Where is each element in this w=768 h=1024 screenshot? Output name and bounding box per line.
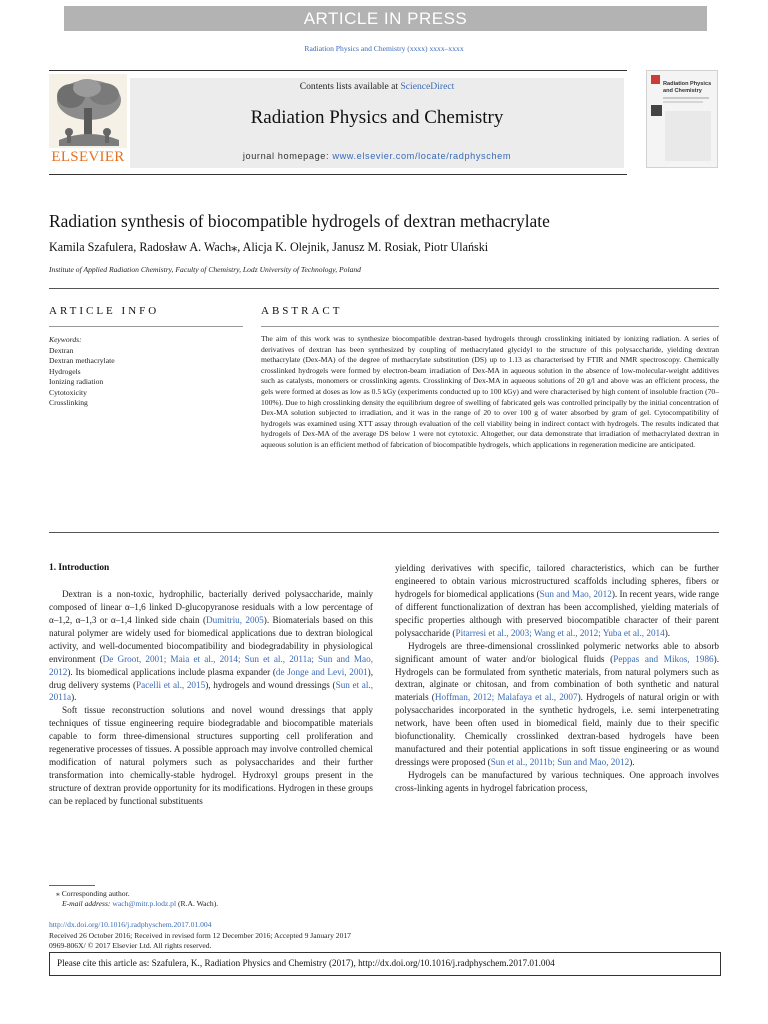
affiliation: Institute of Applied Radiation Chemistry, Faculty of Chemistry, Lodz University of Technology, Poland — [49, 265, 361, 274]
intro-paragraph-2: Soft tissue reconstruction solutions and novel wound dressings that apply techniques of tissue engineering require biodegradable and biocompatible materials capable to form three-dimensional structures supporting cell proliferation and regenerative processes of tissues. A possible approach may involve controlled chemical modification of natural polymers such as polysaccharides and their further transformation into chemically-stable hydrogel. Hydroxyl groups present in the structure of dextran provide opportunity for its modifications. Hydrogen in these groups can be replaced by functional substituents — [49, 705, 373, 806]
keywords-label: Keywords: — [49, 335, 82, 344]
body-right-column — [395, 562, 719, 795]
journal-homepage: journal homepage: www.elsevier.com/locate/radphyschem — [242, 151, 512, 161]
citation-box: Please cite this article as: Szafulera, K., Radiation Physics and Chemistry (2017), http://dx.doi.org/10.1016/j.radphyschem.2017.01.004 — [49, 952, 721, 976]
journal-cover — [646, 70, 718, 168]
author-list: Kamila Szafulera, Radosław A. Wach⁎, Alicja K. Olejnik, Janusz M. Rosiak, Piotr Ulański — [49, 240, 489, 254]
abstract-bottom-rule — [49, 532, 719, 533]
section-heading-introduction: 1. Introduction — [49, 563, 110, 573]
cover-title: Radiation Physics and Chemistry — [663, 81, 712, 94]
journal-reference[interactable]: Radiation Physics and Chemistry (xxxx) xxxx–xxxx — [304, 44, 464, 53]
citation-link[interactable]: Hoffman, 2012; Malafaya et al., 2007 — [434, 692, 578, 703]
keyword: Hydrogels — [49, 366, 81, 376]
intro-paragraph-4: Hydrogels can be manufactured by various techniques. One approach involves cross-linking agents in hydrogel fabrication process, — [395, 770, 719, 793]
email-note: E-mail address: wach@mitr.p.lodz.pl (R.A. Wach). — [62, 899, 219, 908]
abstract-rule — [261, 326, 719, 327]
citation-link[interactable]: Dumitriu, 2005 — [206, 614, 264, 625]
header-bottom-rule — [49, 174, 627, 175]
keyword: Dextran — [49, 346, 74, 355]
keyword-list — [49, 346, 115, 408]
keyword: Cytotoxicity — [49, 387, 87, 397]
journal-title: Radiation Physics and Chemistry — [250, 107, 504, 128]
intro-paragraph-3: Hydrogels are three-dimensional crosslinked polymeric networks able to absorb significant amount of water and/or biological fluids (Peppas and Mikos, 1986). Hydrogels can be formulated from synthetic materials, from natural polymers such as dextran, alginate or chitosan, and from combination of both synthetic and natural materials (Hoffman, 2012; Malafaya et al., 2007). Hydrogels of natural origin or with polysaccharides incorporated in the synthetic hydrogels, i.e. semi interpenetrating network, have been often used in biomedical field, mainly due to their specific biofunctionality. Chemically crosslinked dextran-based hydrogels have been manufactured and their potential applications in soft tissue engineering or as wound dressings were proposed (Sun et al., 2011b; Sun and Mao, 2012). — [395, 640, 720, 768]
citation-link[interactable]: De Groot, 2001; Maia et al., 2014; Sun et al., 2011a; Sun and Mao, 2012 — [49, 653, 373, 677]
publisher-logo-text: ELSEVIER — [51, 149, 125, 165]
sciencedirect-link[interactable]: ScienceDirect — [400, 81, 455, 92]
citation-link[interactable]: de Jonge and Levi, 2001 — [275, 666, 368, 677]
article-title: Radiation synthesis of biocompatible hydrogels of dextran methacrylate — [49, 211, 550, 231]
corresponding-author-note: ⁎ Corresponding author. — [56, 889, 130, 898]
keyword: Ionizing radiation — [49, 377, 104, 387]
received-dates: Received 26 October 2016; Received in revised form 12 December 2016; Accepted 9 January 2017 — [49, 931, 351, 940]
abstract-text: The aim of this work was to synthesize biocompatible dextran-based hydrogels through crosslinking initiated by ionizing radiation. A series of derivatives of dextran has been synthesized by coupling of methacrylated glycidyl to the structure of this polysaccharide, yielding dextran methacrylate (Dex-MA) of the degree of methacrylate substitution (DS) up to 1.13 as characterised by FTIR and NMR spectroscopy. Chemically crosslinked hydrogels were formed by electron-beam irradiation of Dex-MA in aqueous solution in the absence of low-molecular-weight additives such as catalysts, monomers or crosslinking agents. Crosslinking of Dex-MA in aqueous solutions of 20 g/l and above was an efficient process, the gels were formed at doses as low as 0.5 kGy (experiments conducted up to 100 kGy) and were characterised by high content of insoluble fraction (70–100%). Due to high crosslinking density the equilibrium degree of swelling of fabricated gels was controlled principally by the initial concentration of Dex-MA solution subjected to irradiation, and it was in the range of 20 to over 100 g of water absorbed by gram of gel. Cytocompatibility of hydrogels was examined using XTT assay through evaluation of the cell viability being in indirect contact with hydrogels. The results indicated that hydrogels of Dex-MA of the average DS below 1 were not cytotoxic. Altogether, our data demonstrate that irradiation of methacrylated dextran in aqueous solution is an efficient method of fabrication of biocompatible hydrogels, which applications in regeneration medicine are anticipated. — [261, 334, 719, 449]
citation-link[interactable]: Sun et al., 2011b; Sun and Mao, 2012 — [490, 757, 630, 768]
keyword: Dextran methacrylate — [49, 356, 115, 366]
abstract-heading: ABSTRACT — [261, 305, 343, 317]
body-left-column — [49, 562, 373, 808]
keyword: Crosslinking — [49, 398, 88, 408]
article-info-heading: ARTICLE INFO — [49, 305, 160, 317]
citation-link[interactable]: Sun and Mao, 2012 — [539, 588, 612, 599]
front-matter-rule — [49, 288, 719, 289]
contents-available: Contents lists available at ScienceDirect — [299, 81, 455, 92]
header-top-rule — [49, 70, 627, 71]
intro-paragraph-2-cont: yielding derivatives with specific, tailored characteristics, which can be further engineered to obtain various microstructured scaffolds including spheres, fibers or hydrogels for biomedical applications (Sun and Mao, 2012). In recent years, wide range of different functionalization of dextran has been accomplished, yielding materials of specific properties although with preserved biocompatible character of their parent polysaccharide (Pitarresi et al., 2003; Wang et al., 2012; Yuba et al., 2014). — [395, 563, 719, 638]
intro-paragraph-1: Dextran is a non-toxic, hydrophilic, bacterially derived polysaccharide, mainly composed of linear α–1,6 linked D-glucopyranose residuals with a low percentage of α–1,2, α–1,3 or α–1,4 linked side chain (Dumitriu, 2005). Biomaterials based on this natural polymer are widely used for biomedical applications due to dextran biological activity, and well-documented biocompatibility and biodegradability in physiological environment (De Groot, 2001; Maia et al., 2014; Sun et al., 2011a; Sun and Mao, 2012). Its biomedical applications include plasma expander (de Jonge and Levi, 2001), drug delivery systems (Pacelli et al., 2015), hydrogels and wound dressings (Sun et al., 2011a). — [49, 588, 374, 703]
footnote-rule — [49, 885, 95, 886]
homepage-link[interactable]: www.elsevier.com/locate/radphyschem — [332, 151, 512, 161]
citation-link[interactable]: Pacelli et al., 2015 — [136, 679, 206, 690]
article-in-press-banner: ARTICLE IN PRESS — [64, 6, 707, 31]
elsevier-logo — [49, 74, 127, 166]
journal-header — [130, 78, 624, 168]
email-link[interactable]: wach@mitr.p.lodz.pl — [112, 899, 177, 908]
copyright-line: 0969-806X/ © 2017 Elsevier Ltd. All rights reserved. — [49, 941, 212, 950]
citation-link[interactable]: Peppas and Mikos, 1986 — [613, 653, 714, 664]
doi-link[interactable]: http://dx.doi.org/10.1016/j.radphyschem.2017.01.004 — [49, 920, 212, 929]
article-info-rule — [49, 326, 243, 327]
citation-link[interactable]: Sun et al., 2011a — [49, 679, 374, 703]
citation-link[interactable]: Pitarresi et al., 2003; Wang et al., 2012; Yuba et al., 2014 — [455, 627, 665, 638]
